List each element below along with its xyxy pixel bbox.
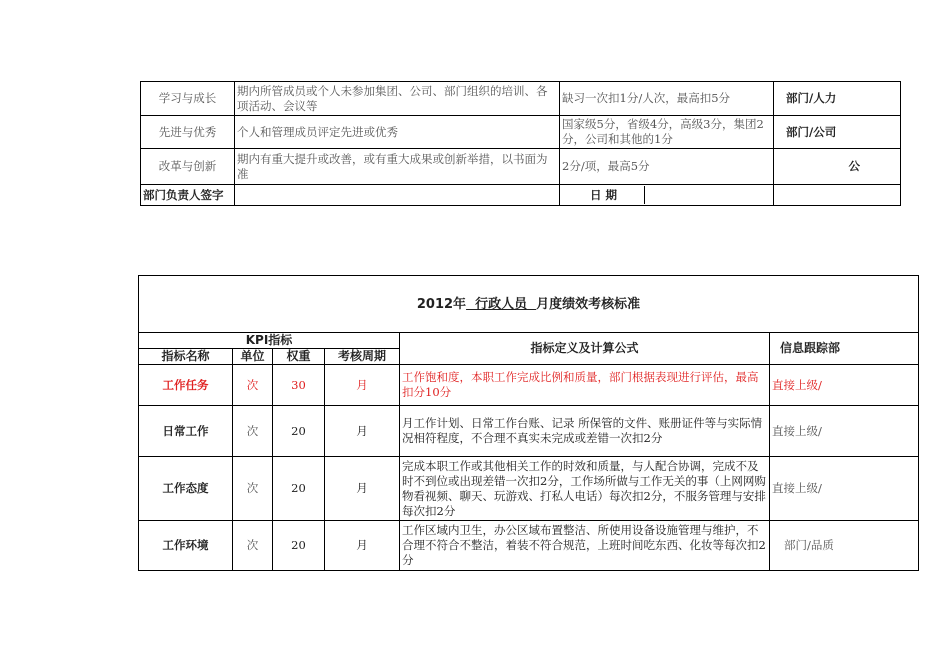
top-table-viewport [140,81,860,211]
signature-row [141,185,901,206]
category-cell: 学习与成长 [141,82,235,116]
description-cell: 期内所管成员或个人未参加集团、公司、部门组织的培训、各项活动、会议等 [235,82,560,116]
table-row [141,116,901,149]
title-suffix: 月度绩效考核标准 [536,296,641,312]
unit-header: 单位 [233,349,273,365]
tracker-cell: 公 [774,149,901,185]
definition-cell: 完成本职工作或其他相关工作的时效和质量，与人配合协调，完成不及时不到位或出现差错一次扣2分，工作场所做与工作无关的事（上网网购物看视频、聊天、玩游戏、打私人电话）每次扣2分，不服务管理与安排每次扣2分 [400,457,770,521]
tracker-cell: 直接上级/ [770,457,919,521]
page-title [139,276,919,333]
category-cell: 先进与优秀 [141,116,235,149]
kpi-name-cell: 日常工作 [139,406,233,457]
period-cell: 月 [325,521,400,571]
unit-cell: 次 [233,365,273,406]
description-cell: 期内有重大提升或改善，或有重大成果或创新举措，以书面为准 [235,149,560,185]
definition-cell: 工作区域内卫生，办公区域布置整洁、所使用设备设施管理与维护，不合理不符合不整洁，着装不符合规范，上班时间吃东西、化妆等每次扣2分 [400,521,770,571]
top-table [140,81,901,206]
kpi-name-cell: 工作态度 [139,457,233,521]
table-row [139,406,919,457]
kpi-table [138,275,919,571]
scoring-cell: 国家级5分，省级4分，高级3分，集团2分，公司和其他的1分 [560,116,774,149]
definition-cell: 工作饱和度，本职工作完成比例和质量，部门根据表现进行评估，最高扣分10分 [400,365,770,406]
table-row [141,149,901,185]
tracker-header: 信息跟踪部 [770,333,919,365]
table-row [139,457,919,521]
weight-cell: 20 [273,457,325,521]
definition-header: 指标定义及计算公式 [400,333,770,365]
description-cell: 个人和管理成员评定先进或优秀 [235,116,560,149]
kpi-table-viewport [138,275,841,575]
period-cell: 月 [325,365,400,406]
tracker-cell: 部门/品质 [770,521,919,571]
tracker-cell: 部门/公司 [774,116,901,149]
weight-cell: 20 [273,521,325,571]
tracker-cell: 直接上级/ [770,406,919,457]
title-year: 2012年 [416,296,467,312]
period-header: 考核周期 [325,349,400,365]
tracker-cell: 直接上级/ [770,365,919,406]
unit-cell: 次 [233,457,273,521]
title-row [139,276,919,333]
kpi-group-header: KPI指标 [139,333,400,349]
name-header: 指标名称 [139,349,233,365]
category-cell: 改革与创新 [141,149,235,185]
date-field[interactable] [774,185,901,206]
unit-cell: 次 [233,521,273,571]
weight-cell: 20 [273,406,325,457]
title-role: 行政人员 [466,296,537,312]
date-label: 日 期 [589,187,617,202]
header-row [139,333,919,349]
table-row [139,521,919,571]
kpi-name-cell: 工作环境 [139,521,233,571]
date-label-cell [560,185,774,206]
definition-cell: 月工作计划、日常工作台账、记录 所保管的文件、账册证件等与实际情况相符程度，不合理不真实未完成或差错一次扣2分 [400,406,770,457]
weight-header: 权重 [273,349,325,365]
scoring-cell: 2分/项，最高5分 [560,149,774,185]
tracker-cell: 部门/人力 [774,82,901,116]
period-cell: 月 [325,406,400,457]
signature-label: 部门负责人签字 [141,185,235,206]
weight-cell: 30 [273,365,325,406]
table-row [139,365,919,406]
unit-cell: 次 [233,406,273,457]
table-row [141,82,901,116]
period-cell: 月 [325,457,400,521]
scoring-cell: 缺习一次扣1分/人次，最高扣5分 [560,82,774,116]
kpi-name-cell: 工作任务 [139,365,233,406]
signature-field[interactable] [235,185,560,206]
